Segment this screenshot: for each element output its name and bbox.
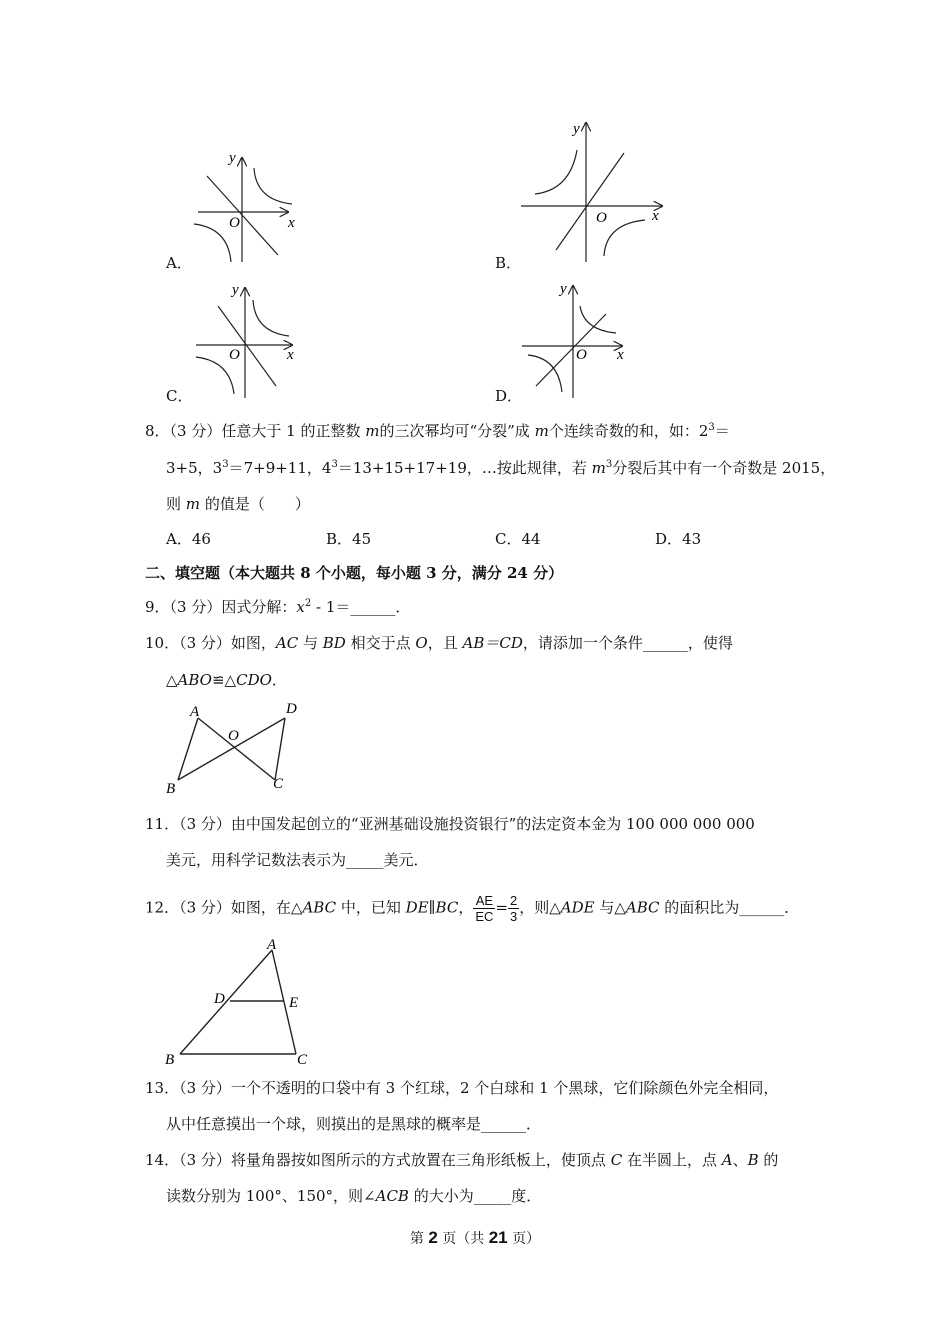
hyperbola-branch xyxy=(535,150,577,194)
y-label: y xyxy=(573,121,580,137)
line-graph xyxy=(556,153,624,250)
q8-option-c: C．44 xyxy=(495,530,541,548)
hyperbola-branch xyxy=(254,168,292,204)
origin-label: O xyxy=(229,215,240,231)
q7-option-c: C． xyxy=(166,387,193,405)
fraction-2-3: $\frac{2}{3}$ xyxy=(509,893,518,924)
hyperbola-branch xyxy=(604,220,645,256)
y-label: y xyxy=(560,281,567,297)
q12-figure xyxy=(155,935,325,1070)
fraction-ae-ec: $\frac{AE}{EC}$ xyxy=(475,893,494,924)
label-d: D xyxy=(286,701,297,717)
x-label: x xyxy=(287,347,294,363)
label-e: E xyxy=(289,995,299,1011)
q7-graphs xyxy=(0,0,950,410)
graph-b xyxy=(521,123,662,262)
graph-a xyxy=(194,158,292,262)
label-b: B xyxy=(166,781,176,797)
hyperbola-branch xyxy=(528,355,562,392)
q13-line2: 从中任意摸出一个球，则摸出的是黑球的概率是______． xyxy=(166,1115,542,1133)
q10-line1: 10．（3 分）如图，AC 与 BD 相交于点 O，且 AB＝CD，请添加一个条件______，使得 xyxy=(145,634,733,652)
x-label: x xyxy=(617,347,624,363)
y-label: y xyxy=(229,150,236,166)
q10-figure xyxy=(150,695,320,800)
q12: 12．（3 分）如图，在△ABC 中，已知 DE∥BC， $\frac{AE}{EC}$ = $\frac{2}{3}$ ，则△ADE 与△ABC 的面积比为______． xyxy=(145,893,800,924)
q7-option-a: A． xyxy=(166,254,192,272)
q14-line2: 读数分别为 100°、150°，则∠ACB 的大小为_____度． xyxy=(166,1187,542,1205)
origin-label: O xyxy=(596,210,607,226)
q13-line1: 13．（3 分）一个不透明的口袋中有 3 个红球，2 个白球和 1 个黑球，它们除颜色外完全相同， xyxy=(145,1079,779,1097)
page-footer: 第 2 页（共 21 页） xyxy=(409,1228,541,1247)
label-d: D xyxy=(214,991,225,1007)
q10-line2: △ABO≌△CDO． xyxy=(166,671,287,689)
q9: 9．（3 分）因式分解：$x^2$ - 1＝______． xyxy=(145,598,411,616)
section-heading: 二、填空题（本大题共 8 个小题，每小题 3 分，满分 24 分） xyxy=(145,564,564,582)
q14-line1: 14．（3 分）将量角器按如图所示的方式放置在三角形纸板上，使顶点 C 在半圆上，点 A、B 的 xyxy=(145,1151,779,1169)
q8-option-d: D．43 xyxy=(655,530,702,548)
graph-c xyxy=(196,288,292,398)
label-c: C xyxy=(273,776,284,792)
origin-label: O xyxy=(576,347,587,363)
graph-d xyxy=(522,286,622,398)
origin-label: O xyxy=(229,347,240,363)
label-a: A xyxy=(190,704,200,720)
hyperbola-branch xyxy=(253,300,289,336)
segment-cd xyxy=(275,718,285,780)
q7-option-b: B． xyxy=(495,254,522,272)
y-label: y xyxy=(232,282,239,298)
label-o: O xyxy=(228,728,239,744)
x-label: x xyxy=(652,208,659,224)
label-a: A xyxy=(267,937,277,953)
label-b: B xyxy=(165,1052,175,1068)
hyperbola-branch xyxy=(580,306,616,333)
q8-line2: 3+5，$3^3=7+9+11$，$4^3=13+15+17+19$，…按此规律，若 $m^3$分裂后其中有一个奇数是 2015， xyxy=(166,459,836,477)
q11-line2: 美元，用科学记数法表示为_____美元． xyxy=(166,851,429,869)
q8-line1: 8．（3 分）任意大于 1 的正整数 m的三次幂均可“分裂”成 m个连续奇数的和，如：$2^3=$ xyxy=(145,422,730,440)
q11-line1: 11．（3 分）由中国发起创立的“亚洲基础设施投资银行”的法定资本金为 100 000 000 000 xyxy=(145,815,755,833)
q8-option-b: B．45 xyxy=(326,530,372,548)
label-c: C xyxy=(297,1052,308,1068)
q8-option-a: A．46 xyxy=(166,530,211,548)
x-label: x xyxy=(288,215,295,231)
line-graph xyxy=(536,314,606,386)
side-ab xyxy=(180,950,272,1054)
hyperbola-branch xyxy=(194,224,231,262)
q8-line3: 则 m 的值是（ ） xyxy=(166,495,310,513)
q7-option-d: D． xyxy=(495,387,523,405)
